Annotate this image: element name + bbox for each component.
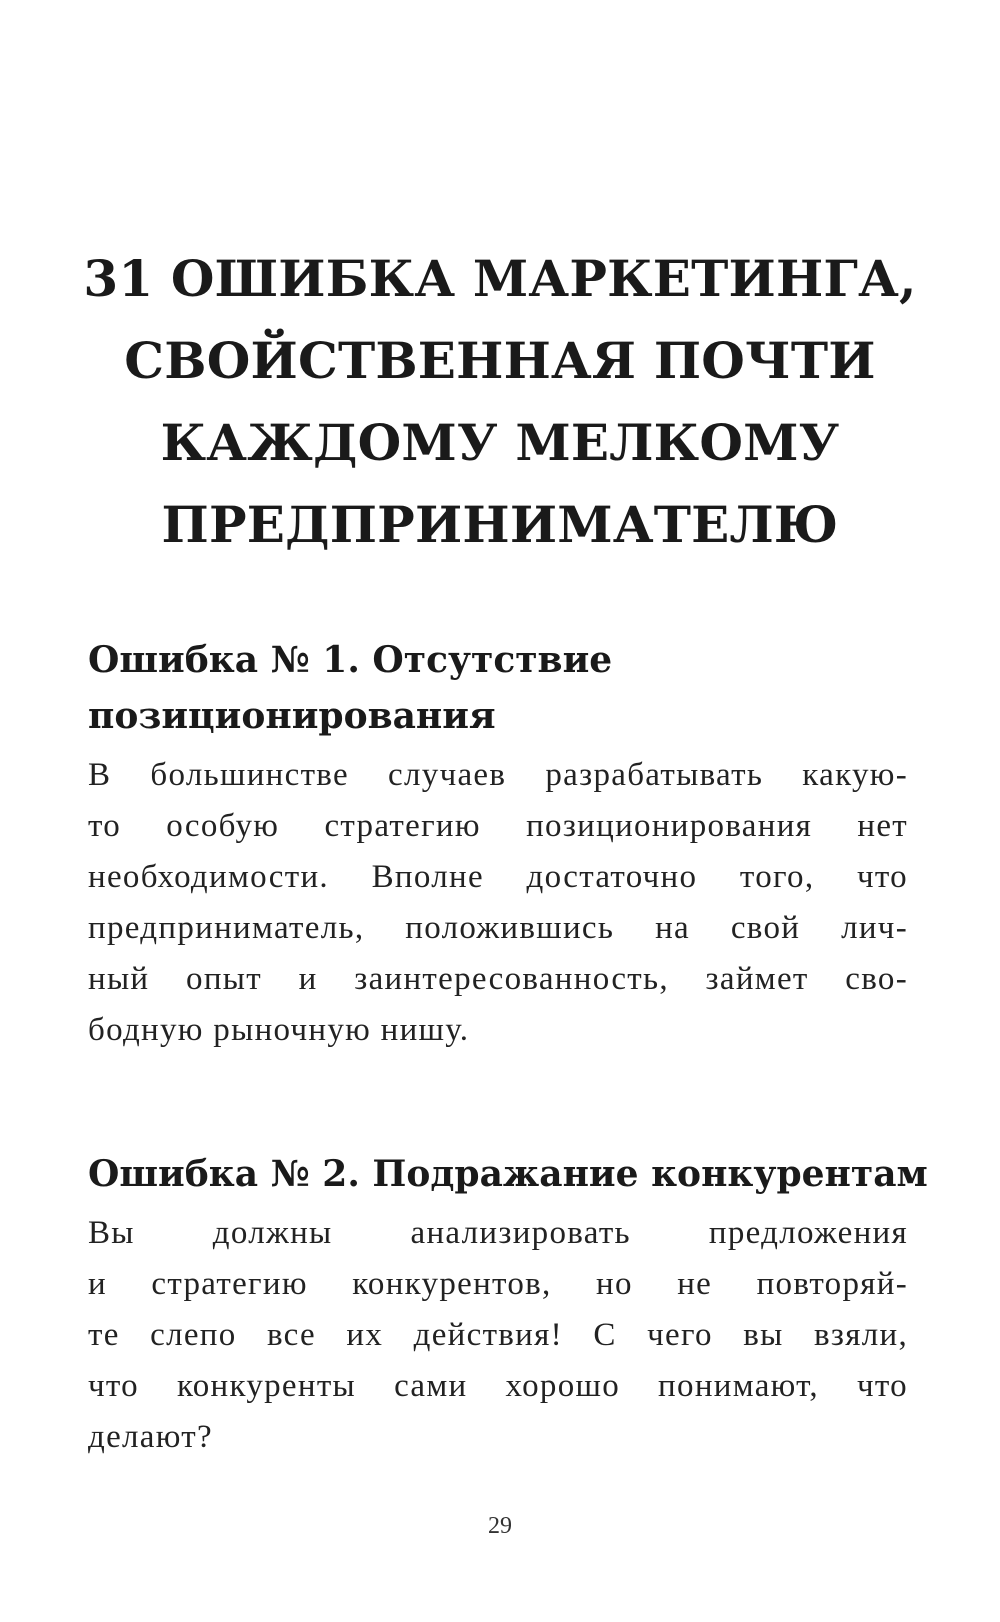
section-paragraph xyxy=(88,1208,908,1463)
paragraph-line: то особую стратегию позиционирования нет xyxy=(88,808,908,844)
section-mistake-2 xyxy=(88,1146,928,1463)
section-heading-line: позиционирования xyxy=(88,695,496,737)
chapter-title xyxy=(60,238,940,566)
paragraph-line: и стратегию конкурентов, но не повторяй- xyxy=(88,1266,908,1302)
section-heading-line: Ошибка № 2. Подражание конкурентам xyxy=(88,1153,928,1195)
chapter-title-line: СВОЙСТВЕННАЯ ПОЧТИ xyxy=(124,331,876,390)
paragraph-line: бодную рыночную нишу. xyxy=(88,1012,470,1048)
section-heading xyxy=(88,1146,928,1202)
paragraph-line: В большинстве случаев разрабатывать какую- xyxy=(88,757,908,793)
paragraph-line: ный опыт и заинтересованность, займет сво- xyxy=(88,961,908,997)
chapter-title-line: КАЖДОМУ МЕЛКОМУ xyxy=(160,413,840,472)
section-mistake-1 xyxy=(88,632,908,1056)
paragraph-line: предприниматель, положившись на свой лич- xyxy=(88,910,908,946)
chapter-title-line: 31 ОШИБКА МАРКЕТИНГА, xyxy=(83,249,917,308)
paragraph-line: те слепо все их действия! С чего вы взяли, xyxy=(88,1317,908,1353)
page-number: 29 xyxy=(488,1513,512,1539)
section-heading xyxy=(88,632,908,744)
paragraph-line: Вы должны анализировать предложения xyxy=(88,1215,908,1251)
chapter-title-line: ПРЕДПРИНИМАТЕЛЮ xyxy=(161,495,839,554)
section-paragraph xyxy=(88,750,908,1056)
paragraph-line: делают? xyxy=(88,1419,213,1455)
section-heading-line: Ошибка № 1. Отсутствие xyxy=(88,639,613,681)
paragraph-line: необходимости. Вполне достаточно того, что xyxy=(88,859,908,895)
paragraph-line: что конкуренты сами хорошо понимают, что xyxy=(88,1368,908,1404)
